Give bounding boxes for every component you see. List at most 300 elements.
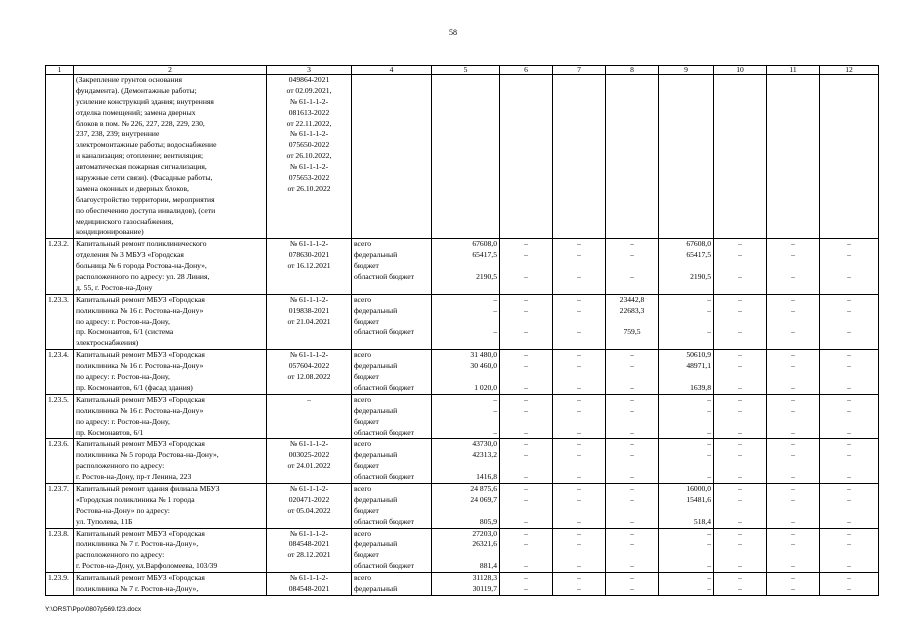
cell-line: больница № 6 города Ростова-на-Дону», xyxy=(76,261,207,271)
file-path-footer: Y:\ORST\Ppo\0807p569.f23.docx xyxy=(45,606,142,613)
cell-line xyxy=(502,119,550,130)
source-cell xyxy=(352,75,432,239)
cell-line: поликлиника № 7 г. Ростов-на-Дону», xyxy=(76,539,199,549)
cell-line xyxy=(661,372,711,383)
cell-line xyxy=(716,162,764,173)
cell-line: по адресу: г. Ростов-на-Дону, xyxy=(76,416,170,426)
cell-line xyxy=(608,338,656,349)
cell-line: расположенного по адресу: xyxy=(76,461,165,471)
expertise-cell xyxy=(267,75,352,239)
cell-line: 081613-2022 xyxy=(288,107,330,117)
cell-line: – xyxy=(707,305,711,315)
cell-line xyxy=(269,472,349,483)
cell-line: 15481,6 xyxy=(686,494,711,504)
cell-line: – xyxy=(524,573,528,583)
cell-line xyxy=(502,162,550,173)
cell-line xyxy=(354,227,429,238)
cell-line: 30119,7 xyxy=(472,583,497,593)
cell-line xyxy=(608,227,656,238)
row-number: 1.23.5. xyxy=(46,394,74,439)
cell-line: – xyxy=(847,394,851,404)
cell-line xyxy=(661,173,711,184)
value-cell xyxy=(820,483,879,528)
source-cell xyxy=(352,239,432,294)
cell-line: – xyxy=(577,450,581,460)
cell-line xyxy=(555,417,603,428)
cell-line xyxy=(434,317,497,328)
cell-line: (Закрепление грунтов основания xyxy=(76,75,183,84)
cell-line: – xyxy=(577,539,581,549)
cell-line: Капитальный ремонт МБУЗ «Городская xyxy=(76,439,205,449)
cell-line xyxy=(269,561,349,572)
cell-line xyxy=(769,317,817,328)
cell-line: наружные сети связи). (Фасадные работы, xyxy=(76,173,213,183)
cell-line: по адресу: г. Ростов-на-Дону, xyxy=(76,316,170,326)
cell-line: – xyxy=(577,239,581,249)
cell-line: по адресу: г. Ростов-на-Дону, xyxy=(76,372,170,382)
cell-line: – xyxy=(847,350,851,360)
cell-line xyxy=(434,97,497,108)
cell-line xyxy=(716,283,764,294)
cell-line xyxy=(555,338,603,349)
source-cell xyxy=(352,394,432,439)
cell-line: 084548-2021 xyxy=(288,583,330,593)
cell-line: всего xyxy=(354,528,372,538)
description-cell xyxy=(74,483,267,528)
cell-line xyxy=(769,227,817,238)
cell-line: – xyxy=(577,361,581,371)
cell-line: 084548-2021 xyxy=(288,539,330,549)
cell-line: – xyxy=(791,350,795,360)
cell-line xyxy=(555,173,603,184)
cell-line xyxy=(661,75,711,86)
cell-line: – xyxy=(791,382,795,392)
cell-line: – xyxy=(738,294,742,304)
value-cell xyxy=(714,528,767,573)
cell-line: 881,4 xyxy=(479,561,497,571)
cell-line xyxy=(822,372,876,383)
cell-line: 22683,3 xyxy=(619,305,645,315)
cell-line: – xyxy=(707,472,711,482)
cell-line xyxy=(769,195,817,206)
description-cell xyxy=(74,75,267,239)
cell-line xyxy=(269,327,349,338)
value-cell xyxy=(553,350,606,395)
cell-line: областной бюджет xyxy=(354,382,414,392)
cell-line xyxy=(661,461,711,472)
cell-line: – xyxy=(493,427,497,437)
cell-line xyxy=(502,417,550,428)
cell-line: – xyxy=(847,439,851,449)
cell-line xyxy=(716,86,764,97)
cell-line xyxy=(822,417,876,428)
cell-line: – xyxy=(577,472,581,482)
cell-line: – xyxy=(524,382,528,392)
cell-line xyxy=(822,173,876,184)
cell-line: расположенного по адресу: ул. 28 Линия, xyxy=(76,272,210,282)
cell-line xyxy=(434,108,497,119)
cell-line: и канализация; отопление; вентиляция; xyxy=(76,151,204,161)
cell-line: 075650-2022 xyxy=(288,140,330,150)
cell-line xyxy=(716,108,764,119)
cell-line xyxy=(269,195,349,206)
cell-line xyxy=(661,97,711,108)
cell-line xyxy=(269,517,349,528)
cell-line: – xyxy=(630,516,634,526)
cell-line xyxy=(716,173,764,184)
cell-line xyxy=(716,75,764,86)
value-cell xyxy=(553,439,606,484)
cell-line: поликлиника № 5 города Ростова-на-Дону», xyxy=(76,450,219,460)
cell-line: – xyxy=(630,382,634,392)
value-cell xyxy=(767,294,820,349)
cell-line: – xyxy=(307,394,311,404)
cell-line: № 61-1-1-2- xyxy=(289,96,329,106)
cell-line xyxy=(769,151,817,162)
cell-line xyxy=(269,406,349,417)
cell-line xyxy=(269,283,349,294)
value-cell xyxy=(500,75,553,239)
cell-line xyxy=(608,151,656,162)
cell-line xyxy=(434,75,497,86)
cell-line xyxy=(354,97,429,108)
table-row xyxy=(46,528,879,573)
cell-line: – xyxy=(847,494,851,504)
value-cell xyxy=(432,75,500,239)
cell-line xyxy=(434,338,497,349)
cell-line xyxy=(769,506,817,517)
cell-line: федеральный xyxy=(354,250,398,260)
cell-line: – xyxy=(630,528,634,538)
cell-line xyxy=(661,184,711,195)
cell-line: 759,5 xyxy=(623,327,641,337)
expertise-cell xyxy=(267,394,352,439)
value-cell xyxy=(606,394,659,439)
value-cell xyxy=(714,439,767,484)
cell-line: – xyxy=(577,327,581,337)
cell-line: 2190,5 xyxy=(476,272,497,282)
value-cell xyxy=(432,483,500,528)
cell-line: – xyxy=(630,250,634,260)
cell-line: усиление конструкций здания; внутренняя xyxy=(76,96,214,106)
cell-line: – xyxy=(524,294,528,304)
description-cell xyxy=(74,239,267,294)
cell-line xyxy=(608,283,656,294)
cell-line: – xyxy=(791,327,795,337)
header-cell: 1 xyxy=(46,66,74,75)
cell-line xyxy=(608,173,656,184)
cell-line: – xyxy=(847,239,851,249)
cell-line: – xyxy=(524,427,528,437)
value-cell xyxy=(500,483,553,528)
value-cell xyxy=(714,350,767,395)
cell-line: – xyxy=(577,528,581,538)
value-cell xyxy=(553,75,606,239)
cell-line: – xyxy=(630,472,634,482)
value-cell xyxy=(714,239,767,294)
cell-line: от 26.10.2022, xyxy=(286,151,332,161)
source-cell xyxy=(352,294,432,349)
cell-line: – xyxy=(707,327,711,337)
cell-line: 65417,5 xyxy=(472,250,497,260)
cell-line xyxy=(608,119,656,130)
cell-line xyxy=(822,151,876,162)
cell-line: 2190,5 xyxy=(690,272,711,282)
header-cell: 4 xyxy=(352,66,432,75)
cell-line xyxy=(822,97,876,108)
cell-line xyxy=(822,140,876,151)
cell-line: всего xyxy=(354,439,372,449)
cell-line: – xyxy=(738,405,742,415)
cell-line: – xyxy=(707,561,711,571)
cell-line: – xyxy=(524,250,528,260)
cell-line xyxy=(608,140,656,151)
cell-line: Капитальный ремонт МБУЗ «Городская xyxy=(76,528,205,538)
cell-line: – xyxy=(577,394,581,404)
cell-line: № 61-1-1-2- xyxy=(289,528,329,538)
cell-line xyxy=(434,283,497,294)
cell-line: – xyxy=(577,483,581,493)
cell-line: – xyxy=(738,516,742,526)
cell-line: фундамента). (Демонтажные работы; xyxy=(76,85,197,95)
cell-line xyxy=(661,140,711,151)
table-row xyxy=(46,439,879,484)
cell-line: – xyxy=(847,327,851,337)
cell-line xyxy=(269,206,349,217)
cell-line xyxy=(354,162,429,173)
value-cell xyxy=(659,294,714,349)
expertise-cell xyxy=(267,483,352,528)
cell-line xyxy=(502,283,550,294)
table-row xyxy=(46,573,879,596)
cell-line: № 61-1-1-2- xyxy=(289,573,329,583)
cell-line: 020471-2022 xyxy=(288,494,330,504)
cell-line xyxy=(608,261,656,272)
cell-line xyxy=(769,338,817,349)
cell-line xyxy=(716,195,764,206)
cell-line xyxy=(822,338,876,349)
cell-line xyxy=(354,195,429,206)
cell-line: 003025-2022 xyxy=(288,450,330,460)
cell-line xyxy=(769,417,817,428)
value-cell xyxy=(714,573,767,596)
cell-line xyxy=(502,317,550,328)
cell-line: – xyxy=(524,361,528,371)
value-cell xyxy=(432,294,500,349)
cell-line: – xyxy=(707,573,711,583)
value-cell xyxy=(432,239,500,294)
value-cell xyxy=(500,239,553,294)
cell-line xyxy=(716,119,764,130)
cell-line: Капитальный ремонт МБУЗ «Городская xyxy=(76,294,205,304)
cell-line: областной бюджет xyxy=(354,561,414,571)
cell-line: – xyxy=(630,394,634,404)
cell-line: от 02.09.2021, xyxy=(286,85,332,95)
cell-line xyxy=(502,506,550,517)
cell-line xyxy=(502,97,550,108)
cell-line: – xyxy=(847,539,851,549)
cell-line: поликлиника № 7 г. Ростов-на-Дону», xyxy=(76,583,199,593)
source-cell xyxy=(352,528,432,573)
cell-line xyxy=(769,217,817,228)
cell-line: – xyxy=(847,450,851,460)
value-cell xyxy=(553,573,606,596)
cell-line: – xyxy=(707,439,711,449)
expertise-cell xyxy=(267,239,352,294)
cell-line: электромонтажные работы; водоснабжение xyxy=(76,140,217,150)
cell-line: 42313,2 xyxy=(472,450,497,460)
value-cell xyxy=(714,75,767,239)
cell-line: – xyxy=(738,472,742,482)
cell-line xyxy=(769,129,817,140)
cell-line: Капитальный ремонт МБУЗ «Городская xyxy=(76,573,205,583)
cell-line xyxy=(769,75,817,86)
cell-line xyxy=(822,506,876,517)
cell-line: – xyxy=(577,516,581,526)
cell-line: – xyxy=(577,305,581,315)
cell-line xyxy=(822,162,876,173)
cell-line xyxy=(555,550,603,561)
cell-line: 078630-2021 xyxy=(288,250,330,260)
cell-line: от 26.10.2022 xyxy=(287,183,331,193)
cell-line: – xyxy=(791,561,795,571)
value-cell xyxy=(820,75,879,239)
description-cell xyxy=(74,394,267,439)
cell-line: бюджет xyxy=(354,550,379,560)
cell-line: – xyxy=(707,294,711,304)
cell-line xyxy=(434,162,497,173)
cell-line: – xyxy=(847,561,851,571)
cell-line: – xyxy=(524,439,528,449)
value-cell xyxy=(500,439,553,484)
cell-line: федеральный xyxy=(354,361,398,371)
cell-line: – xyxy=(738,528,742,538)
cell-line: 805,9 xyxy=(479,516,497,526)
cell-line xyxy=(354,206,429,217)
cell-line: 31128,3 xyxy=(472,573,497,583)
cell-line xyxy=(822,283,876,294)
cell-line xyxy=(661,119,711,130)
source-cell xyxy=(352,573,432,596)
cell-line: – xyxy=(738,239,742,249)
cell-line xyxy=(769,372,817,383)
cell-line: – xyxy=(791,272,795,282)
cell-line: – xyxy=(791,239,795,249)
cell-line: пр. Космонавтов, 6/1 (фасад здания) xyxy=(76,382,193,392)
cell-line xyxy=(269,383,349,394)
cell-line xyxy=(502,372,550,383)
cell-line xyxy=(608,317,656,328)
value-cell xyxy=(767,394,820,439)
cell-line: – xyxy=(493,394,497,404)
cell-line: – xyxy=(847,272,851,282)
cell-line: – xyxy=(791,472,795,482)
cell-line xyxy=(434,195,497,206)
cell-line: 019838-2021 xyxy=(288,305,330,315)
table-body xyxy=(46,66,879,596)
cell-line: – xyxy=(524,583,528,593)
cell-line: – xyxy=(630,350,634,360)
cell-line xyxy=(269,217,349,228)
value-cell xyxy=(500,294,553,349)
header-cell: 7 xyxy=(553,66,606,75)
cell-line: – xyxy=(524,239,528,249)
table-row xyxy=(46,350,879,395)
cell-line: всего xyxy=(354,483,372,493)
cell-line: замена оконных и дверных блоков, xyxy=(76,183,189,193)
cell-line xyxy=(608,206,656,217)
row-number: 1.23.6. xyxy=(46,439,74,484)
value-cell xyxy=(820,294,879,349)
cell-line xyxy=(716,372,764,383)
cell-line xyxy=(555,86,603,97)
cell-line xyxy=(502,261,550,272)
cell-line: кондиционирование) xyxy=(76,227,144,237)
cell-line xyxy=(769,461,817,472)
cell-line: – xyxy=(738,394,742,404)
cell-line: г. Ростов-на-Дону, ул.Варфоломеева, 103/39 xyxy=(76,561,218,571)
cell-line: – xyxy=(493,327,497,337)
value-cell xyxy=(659,439,714,484)
cell-line: бюджет xyxy=(354,461,379,471)
cell-line: – xyxy=(847,583,851,593)
cell-line xyxy=(608,129,656,140)
cell-line: всего xyxy=(354,350,372,360)
value-cell xyxy=(714,483,767,528)
value-cell xyxy=(659,394,714,439)
cell-line xyxy=(716,261,764,272)
cell-line: – xyxy=(847,516,851,526)
cell-line xyxy=(661,261,711,272)
cell-line: 26321,6 xyxy=(472,539,497,549)
cell-line xyxy=(716,550,764,561)
header-cell: 12 xyxy=(820,66,879,75)
cell-line xyxy=(769,140,817,151)
cell-line: – xyxy=(577,583,581,593)
cell-line xyxy=(502,151,550,162)
cell-line xyxy=(354,75,429,86)
cell-line xyxy=(716,184,764,195)
cell-line xyxy=(555,97,603,108)
cell-line xyxy=(716,338,764,349)
cell-line: 48971,1 xyxy=(686,361,711,371)
cell-line xyxy=(502,217,550,228)
cell-line: – xyxy=(493,294,497,304)
cell-line: – xyxy=(524,327,528,337)
header-cell: 11 xyxy=(767,66,820,75)
cell-line: – xyxy=(630,573,634,583)
value-cell xyxy=(820,239,879,294)
cell-line: – xyxy=(738,573,742,583)
value-cell xyxy=(767,439,820,484)
cell-line: бюджет xyxy=(354,372,379,382)
cell-line: – xyxy=(707,539,711,549)
cell-line: – xyxy=(707,450,711,460)
cell-line xyxy=(354,151,429,162)
cell-line xyxy=(434,140,497,151)
cell-line: – xyxy=(791,483,795,493)
cell-line xyxy=(716,227,764,238)
cell-line: – xyxy=(577,350,581,360)
cell-line xyxy=(502,140,550,151)
cell-line: – xyxy=(791,439,795,449)
cell-line: от 05.04.2022 xyxy=(287,505,331,515)
cell-line: 1639,8 xyxy=(690,382,711,392)
cell-line: – xyxy=(577,494,581,504)
cell-line: 24 069,7 xyxy=(470,494,497,504)
value-cell xyxy=(606,239,659,294)
cell-line: бюджет xyxy=(354,261,379,271)
